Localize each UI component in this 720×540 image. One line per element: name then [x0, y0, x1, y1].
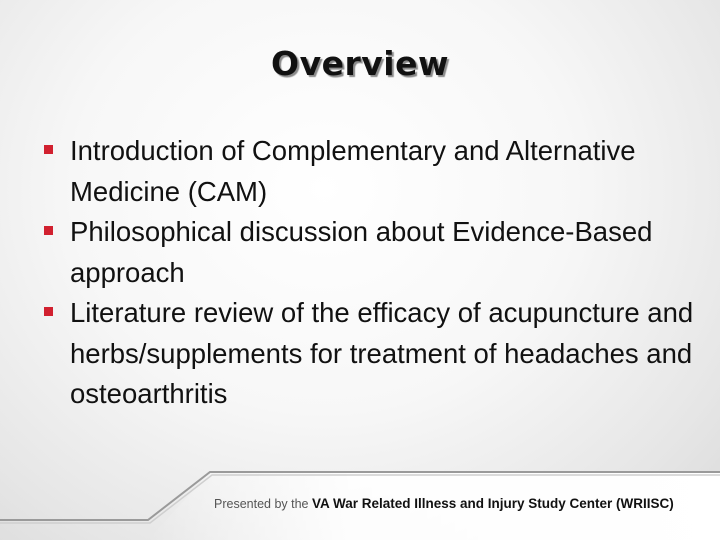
square-bullet-icon [44, 145, 53, 154]
bullet-item [44, 131, 704, 212]
slide-title: Overview [271, 44, 449, 83]
footer-organization: VA War Related Illness and Injury Study Center (WRIISC) [311, 496, 674, 511]
bullet-text: Literature review of the efficacy of acupuncture and herbs/supplements for treatment of headaches and osteoarthritis [70, 297, 694, 409]
square-bullet-icon [44, 226, 53, 235]
footer-credit [214, 496, 714, 511]
bullet-text: Introduction of Complementary and Alternative Medicine (CAM) [70, 135, 636, 207]
bullet-item [44, 293, 704, 415]
bullet-text: Philosophical discussion about Evidence-Based approach [70, 216, 653, 288]
square-bullet-icon [44, 307, 53, 316]
bullet-item [44, 212, 704, 293]
footer-prefix: Presented by the [214, 497, 312, 511]
bullet-list [44, 131, 704, 415]
